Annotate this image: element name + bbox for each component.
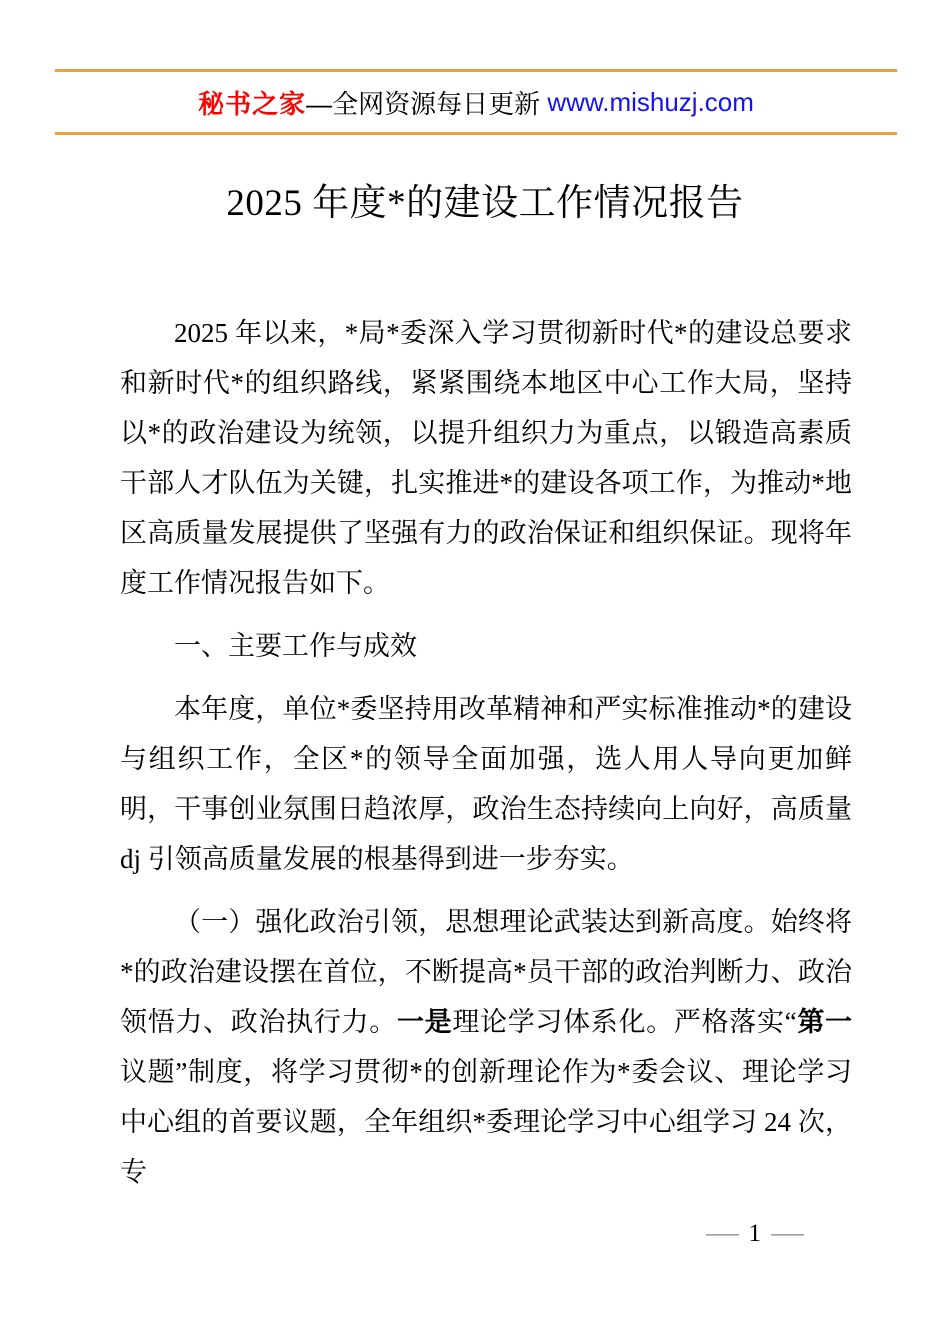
body-paragraph	[120, 684, 852, 884]
text-run: 理论学习体系化。严格落实“	[452, 1007, 797, 1037]
body-paragraph	[120, 897, 852, 1197]
page-number	[705, 1220, 804, 1248]
site-brand: 秘书之家	[198, 88, 307, 119]
page-number-value: 1	[748, 1220, 761, 1247]
text-run: 2025 年以来，*局*委深入学习贯彻新时代*的建设总要求和新时代*的组织路线，紧紧围绕本地区中心工作大局，坚持以*的政治建设为统领，以提升组织力为重点，以锻造高素质干部人才队伍为关键，扎实推进*的建设各项工作，为推动*地区高质量发展提供了坚强有力的政治保证和组织保证。现将年度工作情况报告如下。	[120, 318, 852, 598]
bold-text-run: 一是	[396, 1007, 453, 1037]
document-body	[120, 308, 852, 1210]
site-tagline: —全网资源每日更新	[306, 88, 548, 119]
text-run: 一、主要工作与成效	[174, 631, 417, 661]
page-number-dash-right: —	[771, 1220, 804, 1247]
bold-text-run: 第一	[796, 1007, 853, 1037]
text-run: 本年度，单位*委坚持用改革精神和严实标准推动*的建设与组织工作，全区*的领导全面加强，选人用人导向更加鲜明，干事创业氛围日趋浓厚，政治生态持续向上向好，高质量 dj 引领高质量发展的根基得到进一步夯实。	[120, 694, 852, 874]
site-header-banner	[55, 69, 897, 135]
body-paragraph	[120, 308, 852, 608]
site-url: www.mishuzj.com	[547, 86, 754, 117]
text-run: 议题”制度，将学习贯彻*的创新理论作为*委会议、理论学习中心组的首要议题，全年组织*委理论学习中心组学习 24 次，专	[120, 1057, 852, 1187]
section-heading	[120, 621, 852, 671]
document-title: 2025 年度*的建设工作情况报告	[226, 183, 744, 224]
text-run: （一）强化政治引领，思想理论武装达到新高度。始终将*的政治建设摆在首位，不断提高*员干部的政治判断力、政治领悟力、政治执行力。	[120, 907, 852, 1037]
page-number-dash-left: —	[705, 1220, 739, 1247]
